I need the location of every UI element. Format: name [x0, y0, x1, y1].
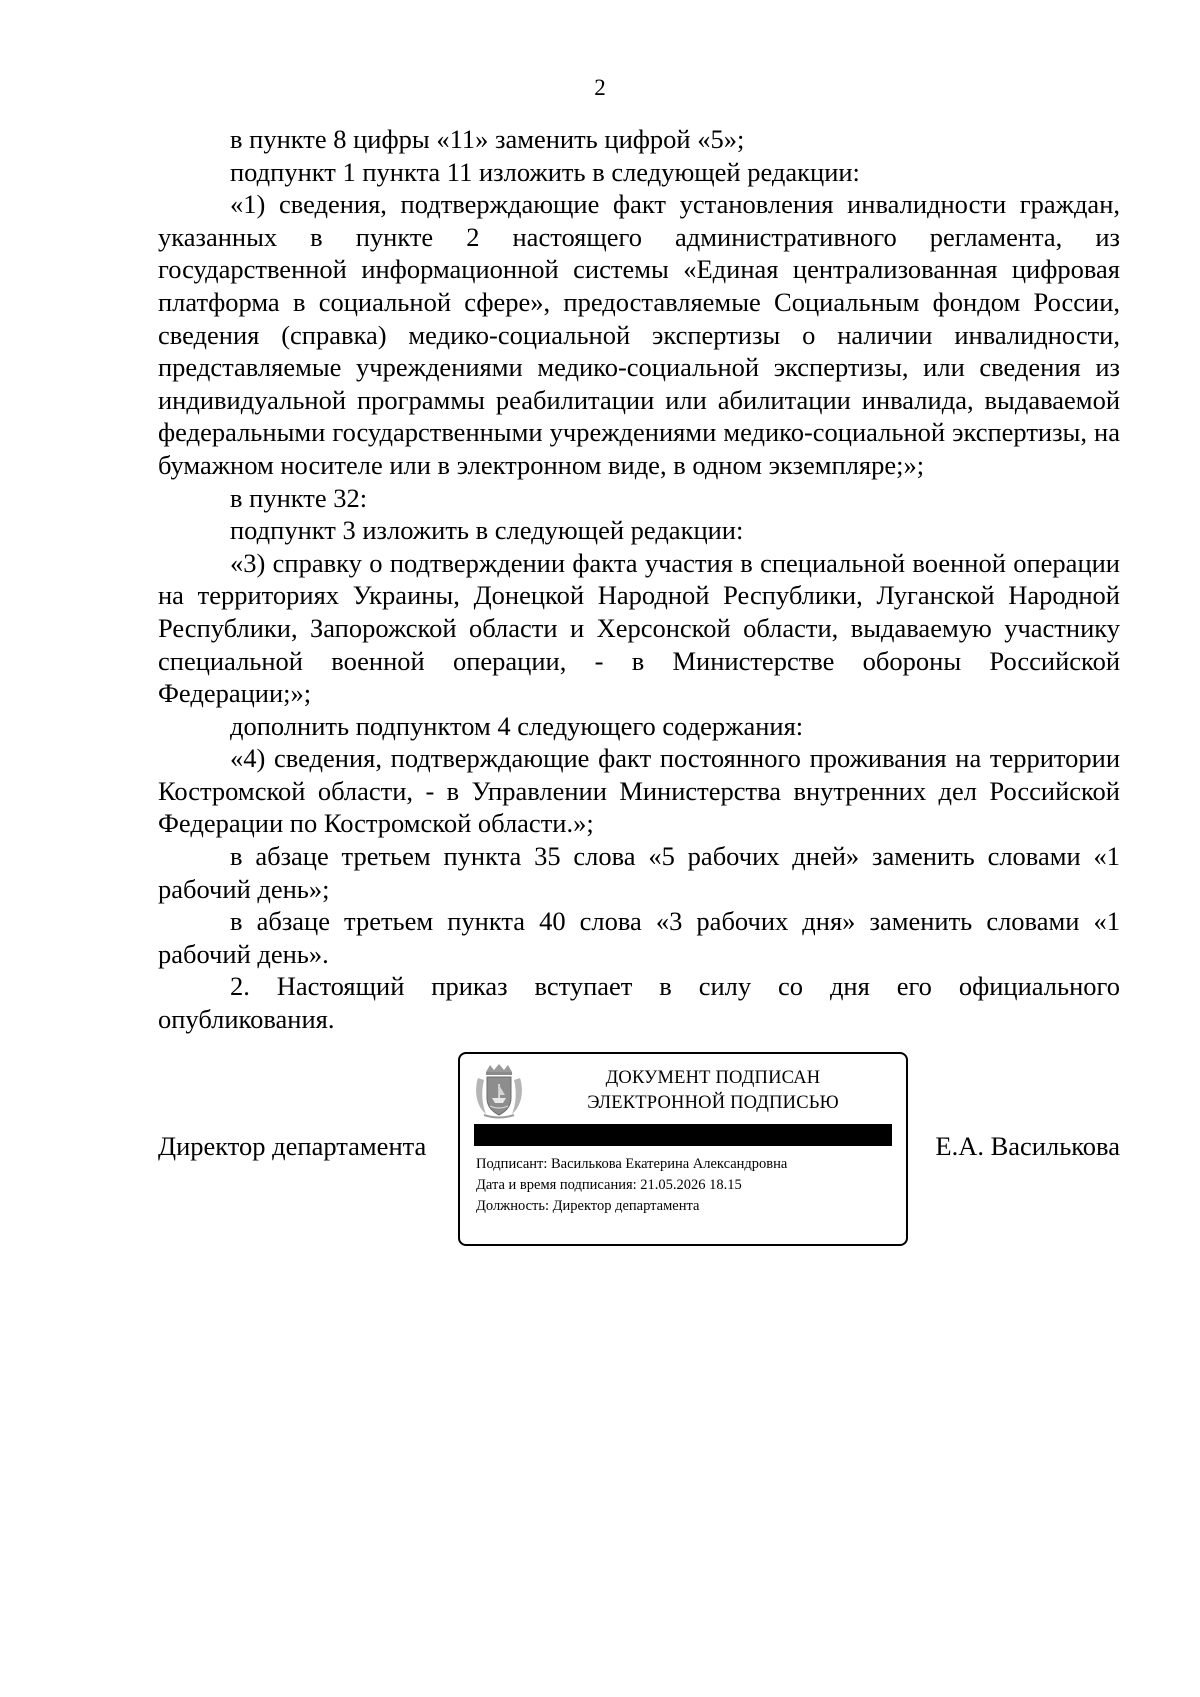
paragraph-point-40: в абзаце третьем пункта 40 слова «3 рабочих дня» заменить словами «1 рабочий день». — [158, 906, 1120, 969]
paragraph-subpoint-4-intro: дополнить подпунктом 4 следующего содержания: — [230, 710, 804, 741]
signer-name: Е.А. Василькова — [935, 1131, 1120, 1161]
stamp-heading — [530, 1066, 896, 1116]
stamp-heading-line-2: ЭЛЕКТРОННОЙ ПОДПИСЬЮ — [587, 1093, 839, 1113]
paragraph-point-8: в пункте 8 цифры «11» заменить цифрой «5»; — [230, 124, 745, 154]
stamp-details — [476, 1154, 896, 1217]
paragraph-point-35: в абзаце третьем пункта 35 слова «5 рабочих дней» заменить словами «1 рабочий день»; — [158, 841, 1120, 904]
redacted-certificate-bar — [474, 1124, 892, 1146]
paragraph-subpoint-4-text: «4) сведения, подтверждающие факт постоянного проживания на территории Костромской области, - в Управлении Министерства внутренних дел Российской Федерации по Костромской области.»; — [158, 743, 1120, 839]
signer-title: Директор департамента — [158, 1131, 427, 1161]
paragraph-subpoint-3-text: «3) справку о подтверждении факта участия в специальной военной операции на территориях Украины, Донецкой Народной Республики, Луганской Народной Республики, Запорожской области и Херсонской области, выдаваемую участнику специальной военной операции, - в Министерстве обороны Российской Федерации;»; — [158, 547, 1120, 709]
stamp-heading-line-1: ДОКУМЕНТ ПОДПИСАН — [605, 1068, 821, 1088]
paragraph-subpoint-3-intro: подпункт 3 изложить в следующей редакции: — [230, 515, 744, 546]
paragraph-effective-date: 2. Настоящий приказ вступает в силу со дня его официального опубликования. — [158, 971, 1120, 1035]
stamp-signed-at: Дата и время подписания: 21.05.2026 18.15 — [476, 1177, 742, 1193]
document-body — [158, 123, 1120, 1036]
stamp-signer: Подписант: Василькова Екатерина Александровна — [476, 1156, 788, 1172]
electronic-signature-stamp — [458, 1052, 908, 1246]
coat-of-arms-icon — [472, 1062, 526, 1120]
paragraph-subpoint-1-text: «1) сведения, подтверждающие факт установления инвалидности граждан, указанных в пункте 2 настоящего административного регламента, из государственной информационной системы «Единая централизованная цифровая платформа в социальной сфере», предоставляемые Социальным фондом России, сведения (справка) медико-социальной экспертизы о наличии инвалидности, представляемые учреждениями медико-социальной экспертизы, или сведения из индивидуальной программы реабилитации или абилитации инвалида, выдаваемой федеральными государственными учреждениями медико-социальной экспертизы, на бумажном носителе или в электронном виде, в одном экземпляре;»; — [158, 189, 1120, 480]
page-number: 2 — [594, 75, 606, 100]
paragraph-point-32-intro: в пункте 32: — [230, 482, 368, 513]
paragraph-point-11-intro: подпункт 1 пункта 11 изложить в следующей редакции: — [230, 156, 860, 187]
stamp-position: Должность: Директор департамента — [476, 1198, 700, 1214]
